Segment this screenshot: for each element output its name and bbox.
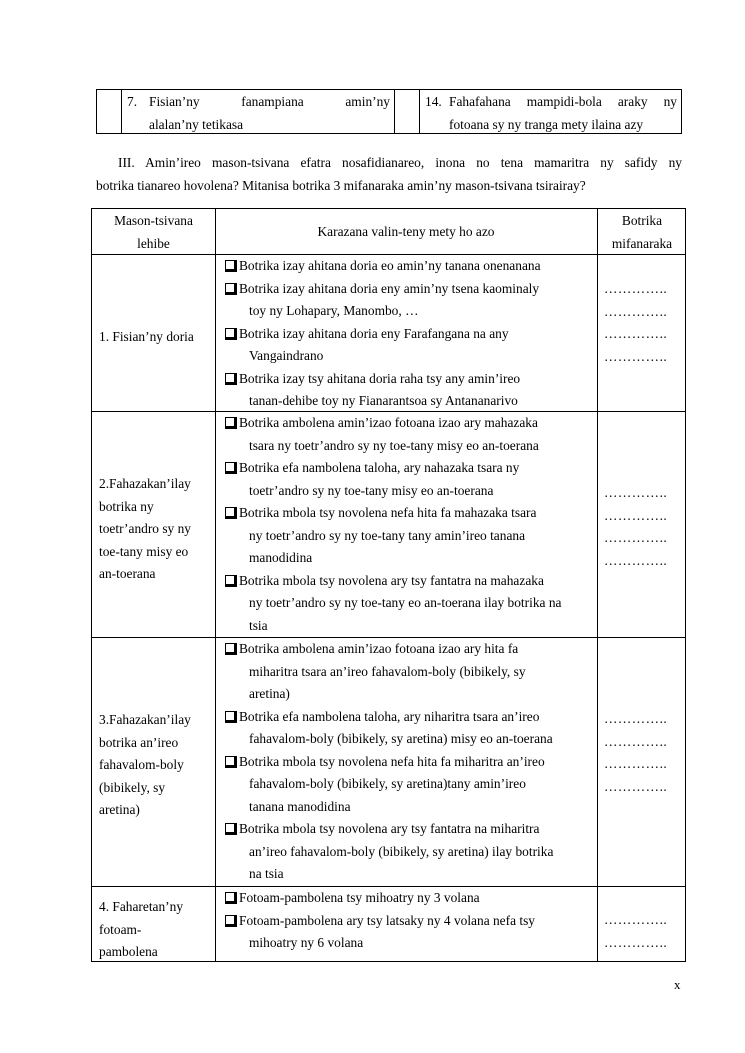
checkbox-icon xyxy=(225,373,235,383)
row-4-category: 4. Faharetan’ny fotoam- pambolena xyxy=(99,899,184,959)
item-text: Fahafahana mampidi-bola araky ny fotoana sy ny tranga mety ilaina azy xyxy=(449,94,677,132)
row-4-options xyxy=(225,887,591,955)
option-item: Botrika ambolena amin’izao fotoana izao ary mahazaka tsara ny toetr’andro sy ny toe-tany misy eo an-toerana xyxy=(225,412,591,457)
question-paragraph xyxy=(96,151,682,197)
option-item: Botrika izay ahitana doria eny amin’ny tsena kaominaly toy ny Lohapary, Manombo, … xyxy=(225,278,591,323)
checkbox-icon xyxy=(225,462,235,472)
row-3-category: 3.Fahazakan’ilay botrika an’ireo fahavalom-boly (bibikely, sy aretina) xyxy=(99,712,191,817)
option-item: Botrika ambolena amin’izao fotoana izao ary hita fa miharitra tsara an’ireo fahavalom-boly (bibikely, sy aretina) xyxy=(225,638,591,706)
option-item: Botrika izay ahitana doria eo amin’ny tanana onenanana xyxy=(225,255,591,278)
checkbox-icon xyxy=(225,507,235,517)
row-1-answer-dots: ………….. ………….. ………….. ………….. xyxy=(604,281,668,364)
row-2-answer-dots: ………….. ………….. ………….. ………….. xyxy=(604,485,668,568)
option-item: Botrika mbola tsy novolena ary tsy fantatra na miharitra an’ireo fahavalom-boly (bibikely, sy aretina) ilay botrika na tsia xyxy=(225,818,591,886)
item-number: 14. xyxy=(425,94,442,109)
checkbox-icon xyxy=(225,892,235,902)
header-karazana-valin-teny: Karazana valin-teny mety ho azo xyxy=(317,224,495,239)
page-number: x xyxy=(674,977,681,992)
top-table-item-14 xyxy=(420,90,681,133)
column-divider xyxy=(215,209,216,961)
item-text: Fisian’ny fanampiana amin’ny alalan’ny tetikasa xyxy=(149,94,390,132)
option-item: Botrika efa nambolena taloha, ary nahazaka tsara ny toetr’andro sy ny toe-tany misy eo an-toerana xyxy=(225,457,591,502)
option-item: Botrika izay tsy ahitana doria raha tsy any amin’ireo tanan-dehibe toy ny Fianarantsoa sy Antananarivo xyxy=(225,368,591,413)
row-3-answer-dots: ………….. ………….. ………….. ………….. xyxy=(604,711,668,794)
top-table-empty-cell-1 xyxy=(97,90,122,133)
checkbox-icon xyxy=(225,283,235,293)
checkbox-icon xyxy=(225,711,235,721)
option-item: Botrika mbola tsy novolena ary tsy fantatra na mahazaka ny toetr’andro sy ny toe-tany eo an-toerana ilay botrika na tsia xyxy=(225,570,591,638)
checkbox-icon xyxy=(225,328,235,338)
row-1-options xyxy=(225,255,591,413)
checkbox-icon xyxy=(225,915,235,925)
checkbox-icon xyxy=(225,643,235,653)
checkbox-icon xyxy=(225,260,235,270)
option-item: Fotoam-pambolena ary tsy latsaky ny 4 volana nefa tsy mihoatry ny 6 volana xyxy=(225,910,591,955)
row-4-answer-dots: ………….. ………….. xyxy=(604,912,668,950)
top-table-empty-cell-2 xyxy=(395,90,420,133)
top-table xyxy=(96,89,682,134)
checkbox-icon xyxy=(225,823,235,833)
row-1-category: 1. Fisian’ny doria xyxy=(99,329,194,344)
option-item: Botrika efa nambolena taloha, ary niharitra tsara an’ireo fahavalom-boly (bibikely, sy aretina) misy eo an-toerana xyxy=(225,706,591,751)
main-table xyxy=(91,208,686,962)
row-2-options xyxy=(225,412,591,637)
checkbox-icon xyxy=(225,575,235,585)
option-item: Botrika izay ahitana doria eny Farafangana na any Vangaindrano xyxy=(225,323,591,368)
header-botrika-mifanaraka: Botrika mifanaraka xyxy=(611,213,673,251)
option-item: Fotoam-pambolena tsy mihoatry ny 3 volana xyxy=(225,887,591,910)
header-mason-tsivana: Mason-tsivana lehibe xyxy=(114,213,193,251)
checkbox-icon xyxy=(225,756,235,766)
option-item: Botrika mbola tsy novolena nefa hita fa mahazaka tsara ny toetr’andro sy ny toe-tany tany amin’ireo tanana manodidina xyxy=(225,502,591,570)
row-2-category: 2.Fahazakan’ilay botrika ny toetr’andro sy ny toe-tany misy eo an-toerana xyxy=(99,476,191,581)
column-divider xyxy=(597,209,598,961)
question-line-1: III. Amin’ireo mason-tsivana efatra nosafidianareo, inona no tena mamaritra ny safidy ny xyxy=(118,155,682,170)
row-3-options xyxy=(225,638,591,886)
checkbox-icon xyxy=(225,417,235,427)
item-number: 7. xyxy=(127,94,138,109)
option-item: Botrika mbola tsy novolena nefa hita fa miharitra an’ireo fahavalom-boly (bibikely, sy aretina)tany amin’ireo tanana manodidina xyxy=(225,751,591,819)
question-line-2: botrika tianareo hovolena? Mitanisa botrika 3 mifanaraka amin’ny mason-tsivana tsirairay? xyxy=(96,178,586,193)
top-table-item-7 xyxy=(122,90,395,133)
